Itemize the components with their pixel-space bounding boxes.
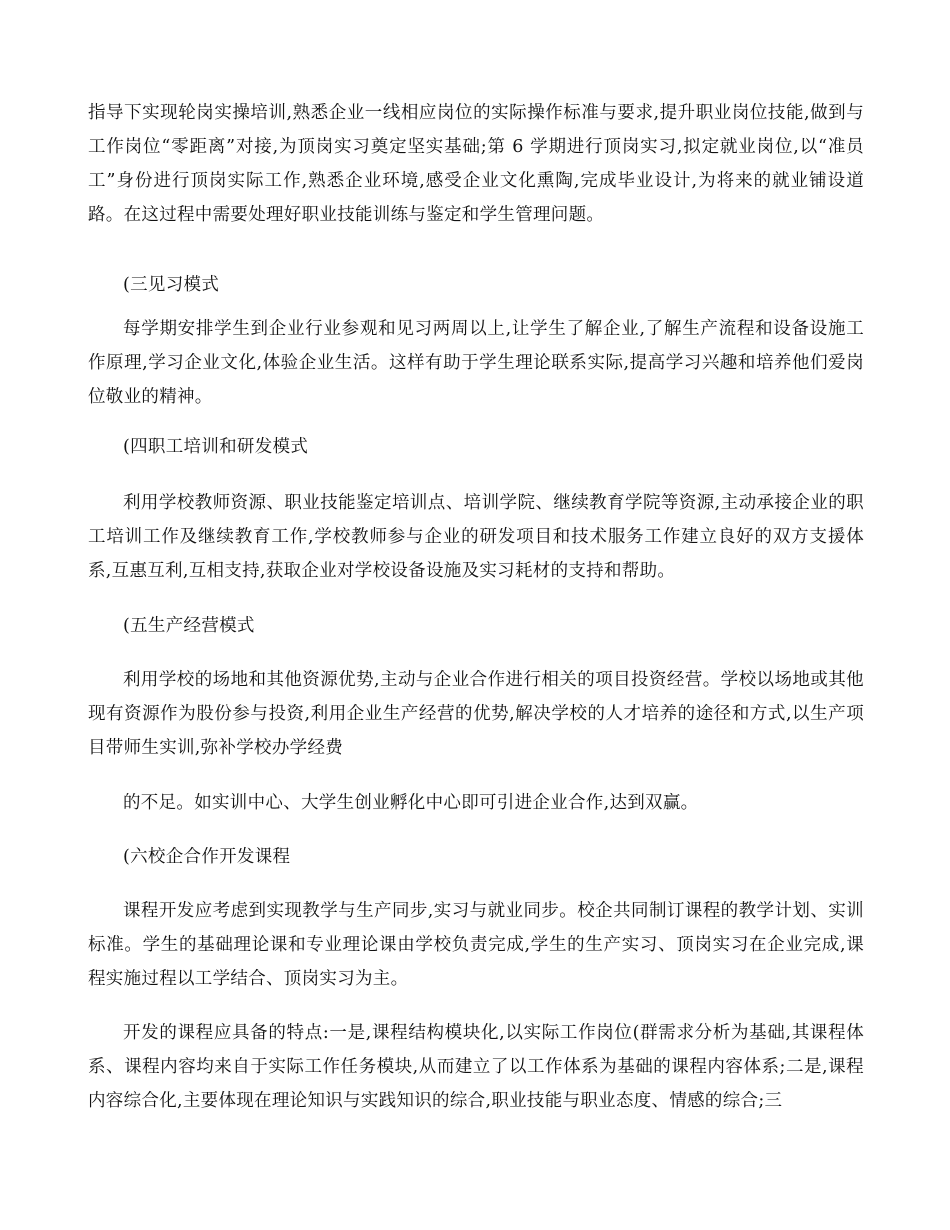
heading-production-operation-model: (五生产经营模式 xyxy=(123,616,255,636)
paragraph-course-characteristics: 开发的课程应具备的特点:一是,课程结构模块化,以实际工作岗位(群需求分析为基础,其课程体系、课程内容均来自于实际工作任务模块,从而建立了以工作体系为基础的课程内容体系;二是,课程内容综合化,主要体现在理论知识与实践知识的综合,职业技能与职业态度、情感的综合;三 xyxy=(88,1023,864,1111)
paragraph-staff-training: 利用学校教师资源、职业技能鉴定培训点、培训学院、继续教育学院等资源,主动承接企业的职工培训工作及继续教育工作,学校教师参与企业的研发项目和技术服务工作建立良好的双方支援体系,互惠互利,互相支持,获取企业对学校设备设施及实习耗材的支持和帮助。 xyxy=(88,493,864,581)
heading-staff-training-research-model: (四职工培训和研发模式 xyxy=(123,437,309,457)
paragraph-production-operation-continued: 的不足。如实训中心、大学生创业孵化中心即可引进企业合作,达到双赢。 xyxy=(123,793,699,813)
paragraph-rotation-training: 指导下实现轮岗实操培训,熟悉企业一线相应岗位的实际操作标准与要求,提升职业岗位技能,做到与工作岗位“零距离”对接,为顶岗实习奠定坚实基础;第 6 学期进行顶岗实习,拟定就业岗位,以“准员工”身份进行顶岗实际工作,熟悉企业环境,感受企业文化熏陶,完成毕业设计,为将来的就业铺设道路。在这过程中需要处理好职业技能训练与鉴定和学生管理问题。 xyxy=(88,103,864,225)
paragraph-course-development: 课程开发应考虑到实现教学与生产同步,实习与就业同步。校企共同制订课程的教学计划、实训标准。学生的基础理论课和专业理论课由学校负责完成,学生的生产实习、顶岗实习在企业完成,课程实施过程以工学结合、顶岗实习为主。 xyxy=(88,901,864,989)
heading-internship-observation-model: (三见习模式 xyxy=(123,275,220,295)
paragraph-observation-model: 每学期安排学生到企业行业参观和见习两周以上,让学生了解企业,了解生产流程和设备设施工作原理,学习企业文化,体验企业生活。这样有助于学生理论联系实际,提高学习兴趣和培养他们爱岗位敬业的精神。 xyxy=(88,319,864,407)
paragraph-production-operation: 利用学校的场地和其他资源优势,主动与企业合作进行相关的项目投资经营。学校以场地或其他现有资源作为股份参与投资,利用企业生产经营的优势,解决学校的人才培养的途径和方式,以生产项目带师生实训,弥补学校办学经费 xyxy=(88,670,864,758)
heading-course-development: (六校企合作开发课程 xyxy=(123,847,291,867)
